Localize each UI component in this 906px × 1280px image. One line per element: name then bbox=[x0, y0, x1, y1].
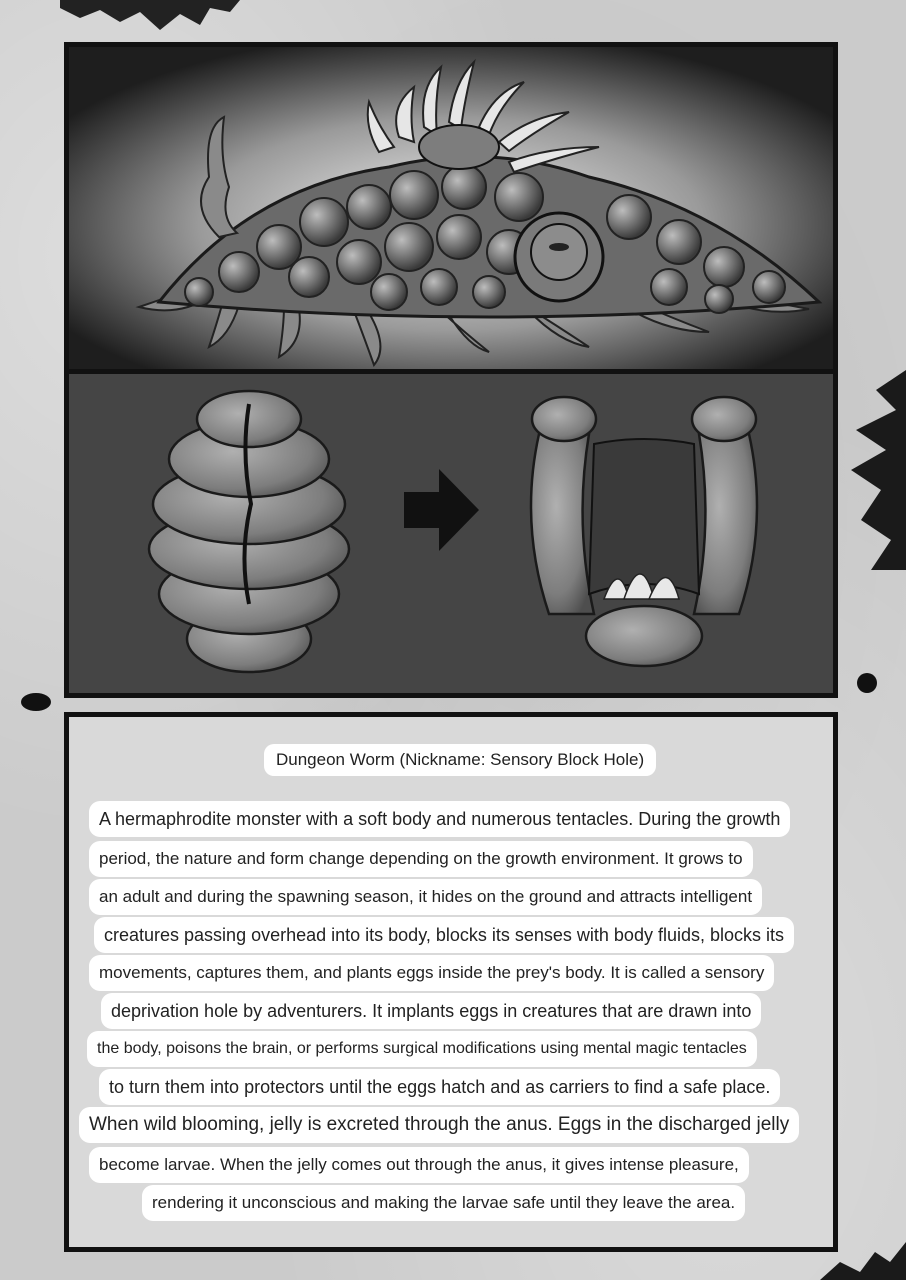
description-line: When wild blooming, jelly is excreted through the anus. Eggs in the discharged jelly bbox=[79, 1107, 799, 1143]
ink-blot-left bbox=[18, 690, 54, 714]
description-line: the body, poisons the brain, or performs surgical modifications using mental magic tentacles bbox=[87, 1031, 757, 1067]
description-line: an adult and during the spawning season, it hides on the ground and attracts intelligent bbox=[89, 879, 762, 915]
description-line: period, the nature and form change depending on the growth environment. It grows to bbox=[89, 841, 753, 877]
transformation-panel bbox=[64, 372, 838, 698]
ink-splatter-top bbox=[60, 0, 240, 45]
description-line: movements, captures them, and plants eggs inside the prey's body. It is called a sensory bbox=[89, 955, 774, 991]
ink-splatter-right bbox=[846, 370, 906, 570]
description-line: become larvae. When the jelly comes out through the anus, it gives intense pleasure, bbox=[89, 1147, 749, 1183]
worm-illustration-panel bbox=[64, 42, 838, 374]
description-panel bbox=[64, 712, 838, 1252]
creature-title: Dungeon Worm (Nickname: Sensory Block Hole) bbox=[264, 744, 656, 776]
description-line: rendering it unconscious and making the larvae safe until they leave the area. bbox=[142, 1185, 745, 1221]
dungeon-worm-image bbox=[69, 47, 833, 369]
description-line: A hermaphrodite monster with a soft body and numerous tentacles. During the growth bbox=[89, 801, 790, 837]
transformation-image bbox=[69, 374, 833, 693]
description-line: creatures passing overhead into its body, blocks its senses with body fluids, blocks its bbox=[94, 917, 794, 953]
ink-blot-right bbox=[852, 668, 882, 698]
description-line: to turn them into protectors until the eggs hatch and as carriers to find a safe place. bbox=[99, 1069, 780, 1105]
description-line: deprivation hole by adventurers. It implants eggs in creatures that are drawn into bbox=[101, 993, 761, 1029]
